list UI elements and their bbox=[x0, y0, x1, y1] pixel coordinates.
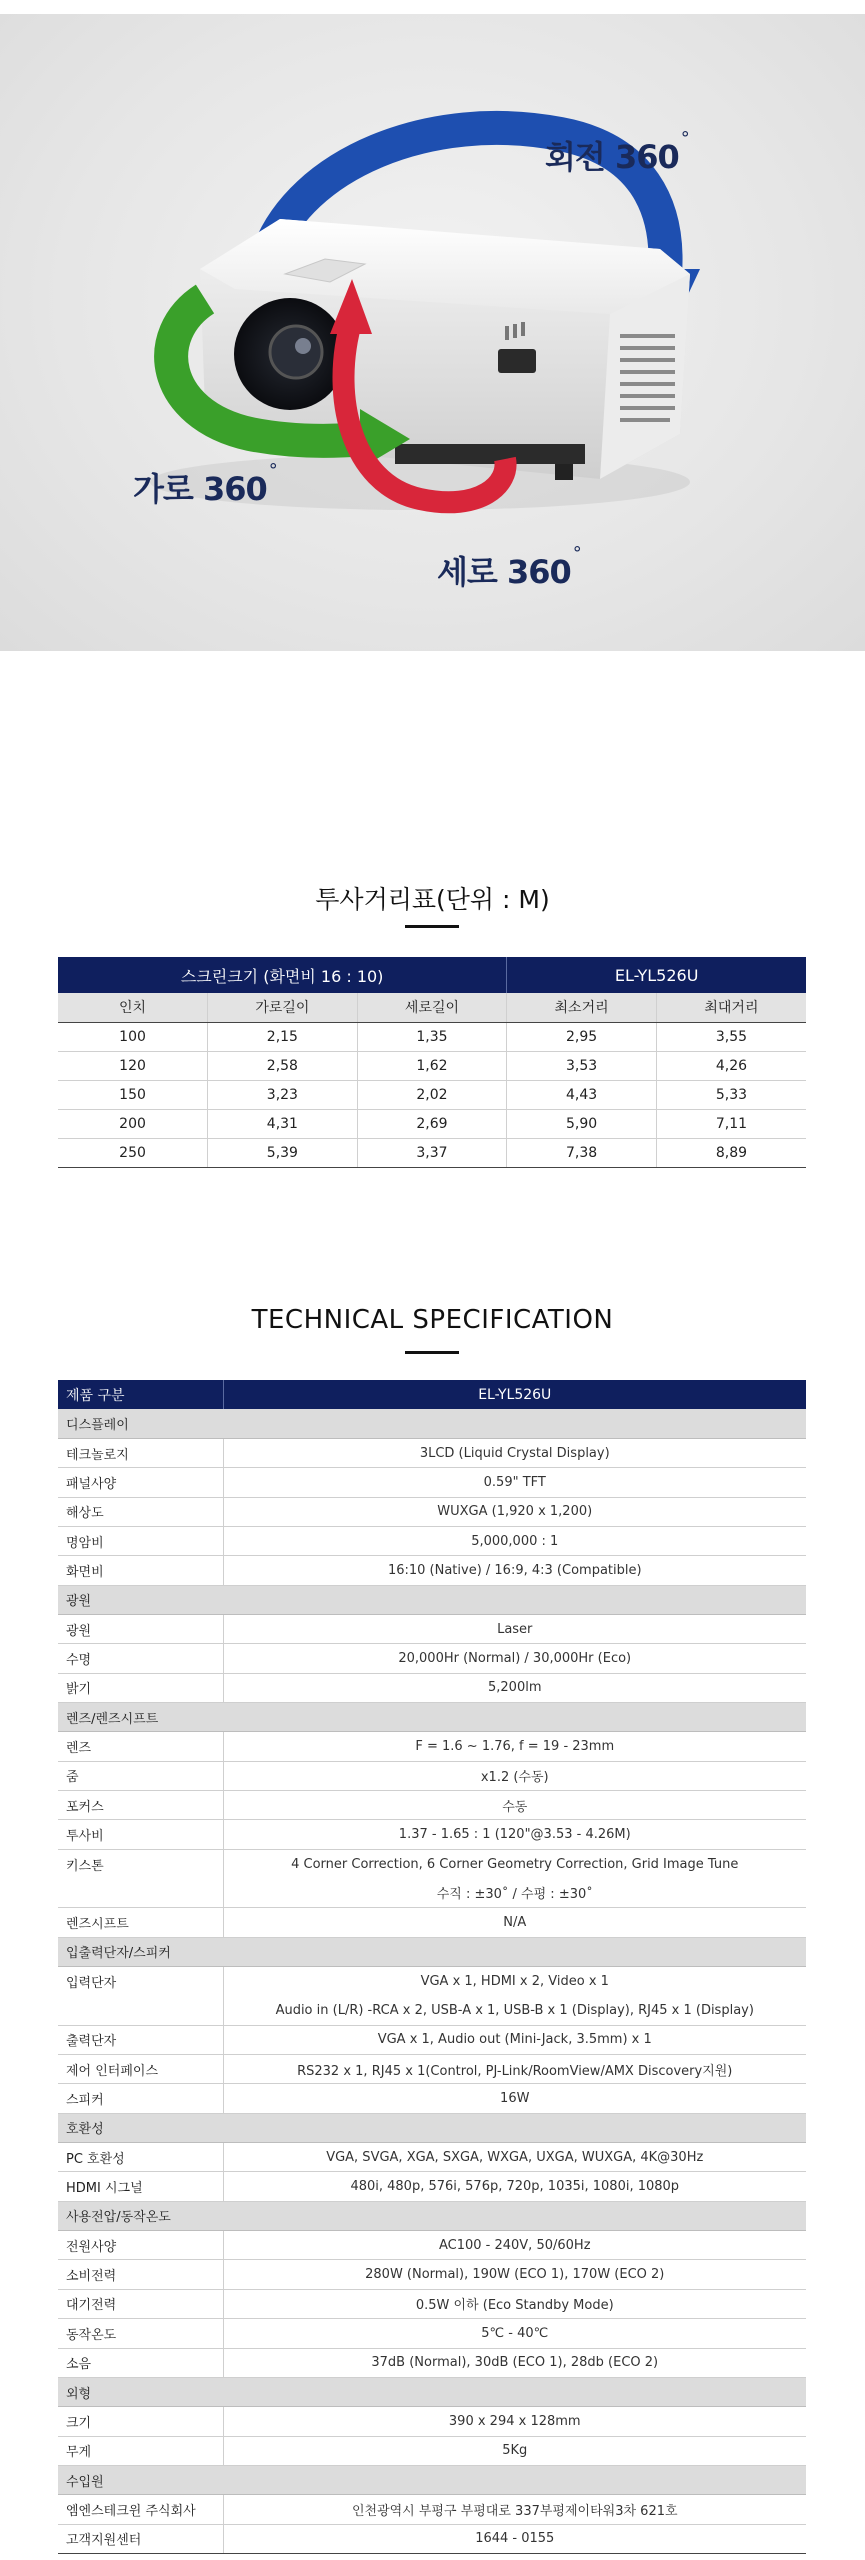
table-row bbox=[58, 1879, 806, 1908]
table-cell: 2,58 bbox=[208, 1051, 358, 1080]
table-row bbox=[58, 1967, 806, 1996]
screen-size-group-header: 스크린크기 (화면비 16 : 10) bbox=[58, 957, 507, 993]
spec-value: VGA, SVGA, XGA, SXGA, WXGA, UXGA, WUXGA, 4K@30Hz bbox=[223, 2143, 806, 2172]
spec-key: 출력단자 bbox=[58, 2025, 223, 2054]
spec-category-row bbox=[58, 1702, 806, 1731]
title-underline bbox=[405, 925, 459, 928]
spec-category-label: 사용전압/동작온도 bbox=[58, 2201, 806, 2230]
spec-category-label: 디스플레이 bbox=[58, 1409, 806, 1438]
table-cell: 3,53 bbox=[507, 1051, 657, 1080]
degree-mark: ° bbox=[680, 128, 689, 149]
table-row bbox=[58, 2524, 806, 2553]
throw-column-header: 최소거리 bbox=[507, 993, 657, 1022]
rotation-label-vertical bbox=[437, 543, 581, 593]
spec-key: 소음 bbox=[58, 2348, 223, 2377]
table-cell: 2,15 bbox=[208, 1022, 358, 1051]
spec-value: WUXGA (1,920 x 1,200) bbox=[223, 1497, 806, 1526]
throw-column-header: 가로길이 bbox=[208, 993, 358, 1022]
throw-distance-table bbox=[58, 957, 806, 1168]
spec-key: 해상도 bbox=[58, 1497, 223, 1526]
table-row bbox=[58, 2143, 806, 2172]
table-row bbox=[58, 2319, 806, 2348]
spec-key: 키스톤 bbox=[58, 1849, 223, 1878]
spec-value: 5,000,000 : 1 bbox=[223, 1526, 806, 1555]
spec-value: 5Kg bbox=[223, 2436, 806, 2465]
spec-value: 5,200lm bbox=[223, 1673, 806, 1702]
table-row bbox=[58, 2407, 806, 2436]
spec-value: 20,000Hr (Normal) / 30,000Hr (Eco) bbox=[223, 1644, 806, 1673]
spec-category-row bbox=[58, 1937, 806, 1966]
table-cell: 7,11 bbox=[656, 1109, 806, 1138]
hero-image bbox=[0, 14, 865, 651]
spec-value: x1.2 (수동) bbox=[223, 1761, 806, 1790]
spec-key: 대기전력 bbox=[58, 2289, 223, 2318]
table-row bbox=[58, 1051, 806, 1080]
spec-key: 입력단자 bbox=[58, 1967, 223, 1996]
spec-key: 렌즈 bbox=[58, 1732, 223, 1761]
spec-key: 전원사양 bbox=[58, 2231, 223, 2260]
spec-category-label: 렌즈/렌즈시프트 bbox=[58, 1702, 806, 1731]
spec-key: 밝기 bbox=[58, 1673, 223, 1702]
spec-category-row bbox=[58, 1409, 806, 1438]
table-row bbox=[58, 2348, 806, 2377]
spec-value: 1.37 - 1.65 : 1 (120"@3.53 - 4.26M) bbox=[223, 1820, 806, 1849]
spec-value: AC100 - 240V, 50/60Hz bbox=[223, 2231, 806, 2260]
spec-value: N/A bbox=[223, 1908, 806, 1937]
table-row bbox=[58, 1080, 806, 1109]
spec-header-row bbox=[58, 1380, 806, 1409]
table-cell: 5,33 bbox=[656, 1080, 806, 1109]
table-cell: 120 bbox=[58, 1051, 208, 1080]
table-cell: 4,26 bbox=[656, 1051, 806, 1080]
throw-column-header: 최대거리 bbox=[656, 993, 806, 1022]
table-row bbox=[58, 1790, 806, 1819]
spec-key: 명암비 bbox=[58, 1526, 223, 1555]
spec-value: VGA x 1, HDMI x 2, Video x 1 bbox=[420, 1973, 609, 1989]
projector-rotation-illustration bbox=[0, 14, 865, 651]
table-row bbox=[58, 1556, 806, 1585]
spec-key: 고객지원센터 bbox=[58, 2524, 223, 2553]
table-row bbox=[58, 1138, 806, 1167]
spec-category-label: 수입원 bbox=[58, 2465, 806, 2494]
spec-key: 포커스 bbox=[58, 1790, 223, 1819]
table-cell: 5,90 bbox=[507, 1109, 657, 1138]
spec-key: 렌즈시프트 bbox=[58, 1908, 223, 1937]
throw-table-body bbox=[58, 993, 806, 1167]
spec-key bbox=[58, 1879, 223, 1908]
table-row bbox=[58, 2055, 806, 2084]
spec-value: 수동 bbox=[223, 1790, 806, 1819]
table-row bbox=[58, 1644, 806, 1673]
degree-mark: ° bbox=[572, 543, 581, 564]
table-row bbox=[58, 1022, 806, 1051]
table-row bbox=[58, 2084, 806, 2113]
table-row bbox=[58, 2495, 806, 2524]
table-row bbox=[58, 2289, 806, 2318]
table-row bbox=[58, 2436, 806, 2465]
table-row bbox=[58, 2231, 806, 2260]
spec-value: 수직 : ±30˚ / 수평 : ±30˚ bbox=[223, 1879, 806, 1908]
table-cell: 1,35 bbox=[357, 1022, 507, 1051]
spec-key: 광원 bbox=[58, 1614, 223, 1643]
throw-header-row bbox=[58, 957, 806, 993]
spec-value: 1644 - 0155 bbox=[223, 2524, 806, 2553]
spec-value: 5℃ - 40℃ bbox=[223, 2319, 806, 2348]
table-row bbox=[58, 1673, 806, 1702]
table-row bbox=[58, 1820, 806, 1849]
rotation-label-horizontal bbox=[133, 460, 277, 510]
spec-key: 무게 bbox=[58, 2436, 223, 2465]
table-cell: 1,62 bbox=[357, 1051, 507, 1080]
throw-table-title: 투사거리표(단위 : M) bbox=[315, 885, 550, 914]
spec-header-key: 제품 구분 bbox=[58, 1380, 223, 1409]
table-cell: 5,39 bbox=[208, 1138, 358, 1167]
table-row bbox=[58, 1732, 806, 1761]
spec-value: 3LCD (Liquid Crystal Display) bbox=[223, 1438, 806, 1467]
table-row bbox=[58, 1614, 806, 1643]
spec-key: 수명 bbox=[58, 1644, 223, 1673]
spec-key: 투사비 bbox=[58, 1820, 223, 1849]
model-group-header: EL-YL526U bbox=[507, 957, 806, 993]
table-cell: 4,31 bbox=[208, 1109, 358, 1138]
throw-column-header: 세로길이 bbox=[357, 993, 507, 1022]
spec-category-row bbox=[58, 1585, 806, 1614]
spec-category-row bbox=[58, 2113, 806, 2142]
table-cell: 150 bbox=[58, 1080, 208, 1109]
spec-value: VGA x 1, Audio out (Mini-Jack, 3.5mm) x 1 bbox=[223, 2025, 806, 2054]
table-cell: 3,23 bbox=[208, 1080, 358, 1109]
spec-key: 크기 bbox=[58, 2407, 223, 2436]
table-cell: 2,95 bbox=[507, 1022, 657, 1051]
table-cell: 7,38 bbox=[507, 1138, 657, 1167]
spec-value: 280W (Normal), 190W (ECO 1), 170W (ECO 2) bbox=[223, 2260, 806, 2289]
table-cell: 8,89 bbox=[656, 1138, 806, 1167]
spec-key: 엠엔스테크윈 주식회사 bbox=[58, 2495, 223, 2524]
table-cell: 4,43 bbox=[507, 1080, 657, 1109]
spec-category-label: 입출력단자/스피커 bbox=[58, 1937, 806, 1966]
spec-header-value: EL-YL526U bbox=[223, 1380, 806, 1409]
spec-value: F = 1.6 ~ 1.76, f = 19 - 23mm bbox=[223, 1732, 806, 1761]
spec-category-row bbox=[58, 2201, 806, 2230]
spec-value: 390 x 294 x 128mm bbox=[223, 2407, 806, 2436]
spec-key: 패널사양 bbox=[58, 1468, 223, 1497]
spec-value: 37dB (Normal), 30dB (ECO 1), 28db (ECO 2) bbox=[223, 2348, 806, 2377]
table-row bbox=[58, 1497, 806, 1526]
table-cell: 2,69 bbox=[357, 1109, 507, 1138]
throw-column-header-row bbox=[58, 993, 806, 1022]
spec-key: 스피커 bbox=[58, 2084, 223, 2113]
spec-key: HDMI 시그널 bbox=[58, 2172, 223, 2201]
spec-key: 화면비 bbox=[58, 1556, 223, 1585]
table-row bbox=[58, 2025, 806, 2054]
spec-key bbox=[58, 1996, 223, 2025]
spec-table-title: TECHNICAL SPECIFICATION bbox=[251, 1305, 614, 1335]
table-row bbox=[58, 1849, 806, 1878]
spec-table-body bbox=[58, 1380, 806, 2553]
table-row bbox=[58, 2172, 806, 2201]
spec-category-label: 광원 bbox=[58, 1585, 806, 1614]
table-row bbox=[58, 2260, 806, 2289]
spec-key: PC 호환성 bbox=[58, 2143, 223, 2172]
table-row bbox=[58, 1761, 806, 1790]
rotation-label-rotate bbox=[545, 128, 689, 178]
spec-value: 인천광역시 부평구 부평대로 337부평제이타워3차 621호 bbox=[223, 2495, 806, 2524]
table-cell: 250 bbox=[58, 1138, 208, 1167]
table-row bbox=[58, 1468, 806, 1497]
spec-value: 0.59" TFT bbox=[223, 1468, 806, 1497]
table-row bbox=[58, 1526, 806, 1555]
spec-value: 0.5W 이하 (Eco Standby Mode) bbox=[223, 2289, 806, 2318]
table-row bbox=[58, 1438, 806, 1467]
vertical-label-text: 세로 360 bbox=[437, 553, 571, 591]
table-cell: 100 bbox=[58, 1022, 208, 1051]
spec-category-label: 호환성 bbox=[58, 2113, 806, 2142]
spec-value: 4 Corner Correction, 6 Corner Geometry Correction, Grid Image Tune bbox=[291, 1856, 739, 1872]
spec-value: 16W bbox=[223, 2084, 806, 2113]
spec-category-row bbox=[58, 2377, 806, 2406]
spec-key: 소비전력 bbox=[58, 2260, 223, 2289]
spec-value: Laser bbox=[223, 1614, 806, 1643]
spec-key: 제어 인터페이스 bbox=[58, 2055, 223, 2084]
spec-value: 480i, 480p, 576i, 576p, 720p, 1035i, 1080i, 1080p bbox=[223, 2172, 806, 2201]
horizontal-label-text: 가로 360 bbox=[133, 470, 267, 508]
spec-key: 동작온도 bbox=[58, 2319, 223, 2348]
title-underline bbox=[405, 1351, 459, 1354]
spec-category-row bbox=[58, 2465, 806, 2494]
throw-column-header: 인치 bbox=[58, 993, 208, 1022]
table-row bbox=[58, 1109, 806, 1138]
spec-value: RS232 x 1, RJ45 x 1(Control, PJ-Link/RoomView/AMX Discovery지원) bbox=[223, 2055, 806, 2084]
spec-key: 줌 bbox=[58, 1761, 223, 1790]
technical-specification-table bbox=[58, 1380, 806, 2554]
spec-value: Audio in (L/R) -RCA x 2, USB-A x 1, USB-B x 1 (Display), RJ45 x 1 (Display) bbox=[223, 1996, 806, 2025]
rotate-label-text: 회전 360 bbox=[545, 138, 679, 176]
table-row bbox=[58, 1996, 806, 2025]
degree-mark: ° bbox=[268, 460, 277, 481]
table-cell: 3,37 bbox=[357, 1138, 507, 1167]
spec-category-label: 외형 bbox=[58, 2377, 806, 2406]
table-cell: 200 bbox=[58, 1109, 208, 1138]
spec-key: 테크놀로지 bbox=[58, 1438, 223, 1467]
spec-value: 16:10 (Native) / 16:9, 4:3 (Compatible) bbox=[223, 1556, 806, 1585]
table-cell: 3,55 bbox=[656, 1022, 806, 1051]
table-cell: 2,02 bbox=[357, 1080, 507, 1109]
table-row bbox=[58, 1908, 806, 1937]
